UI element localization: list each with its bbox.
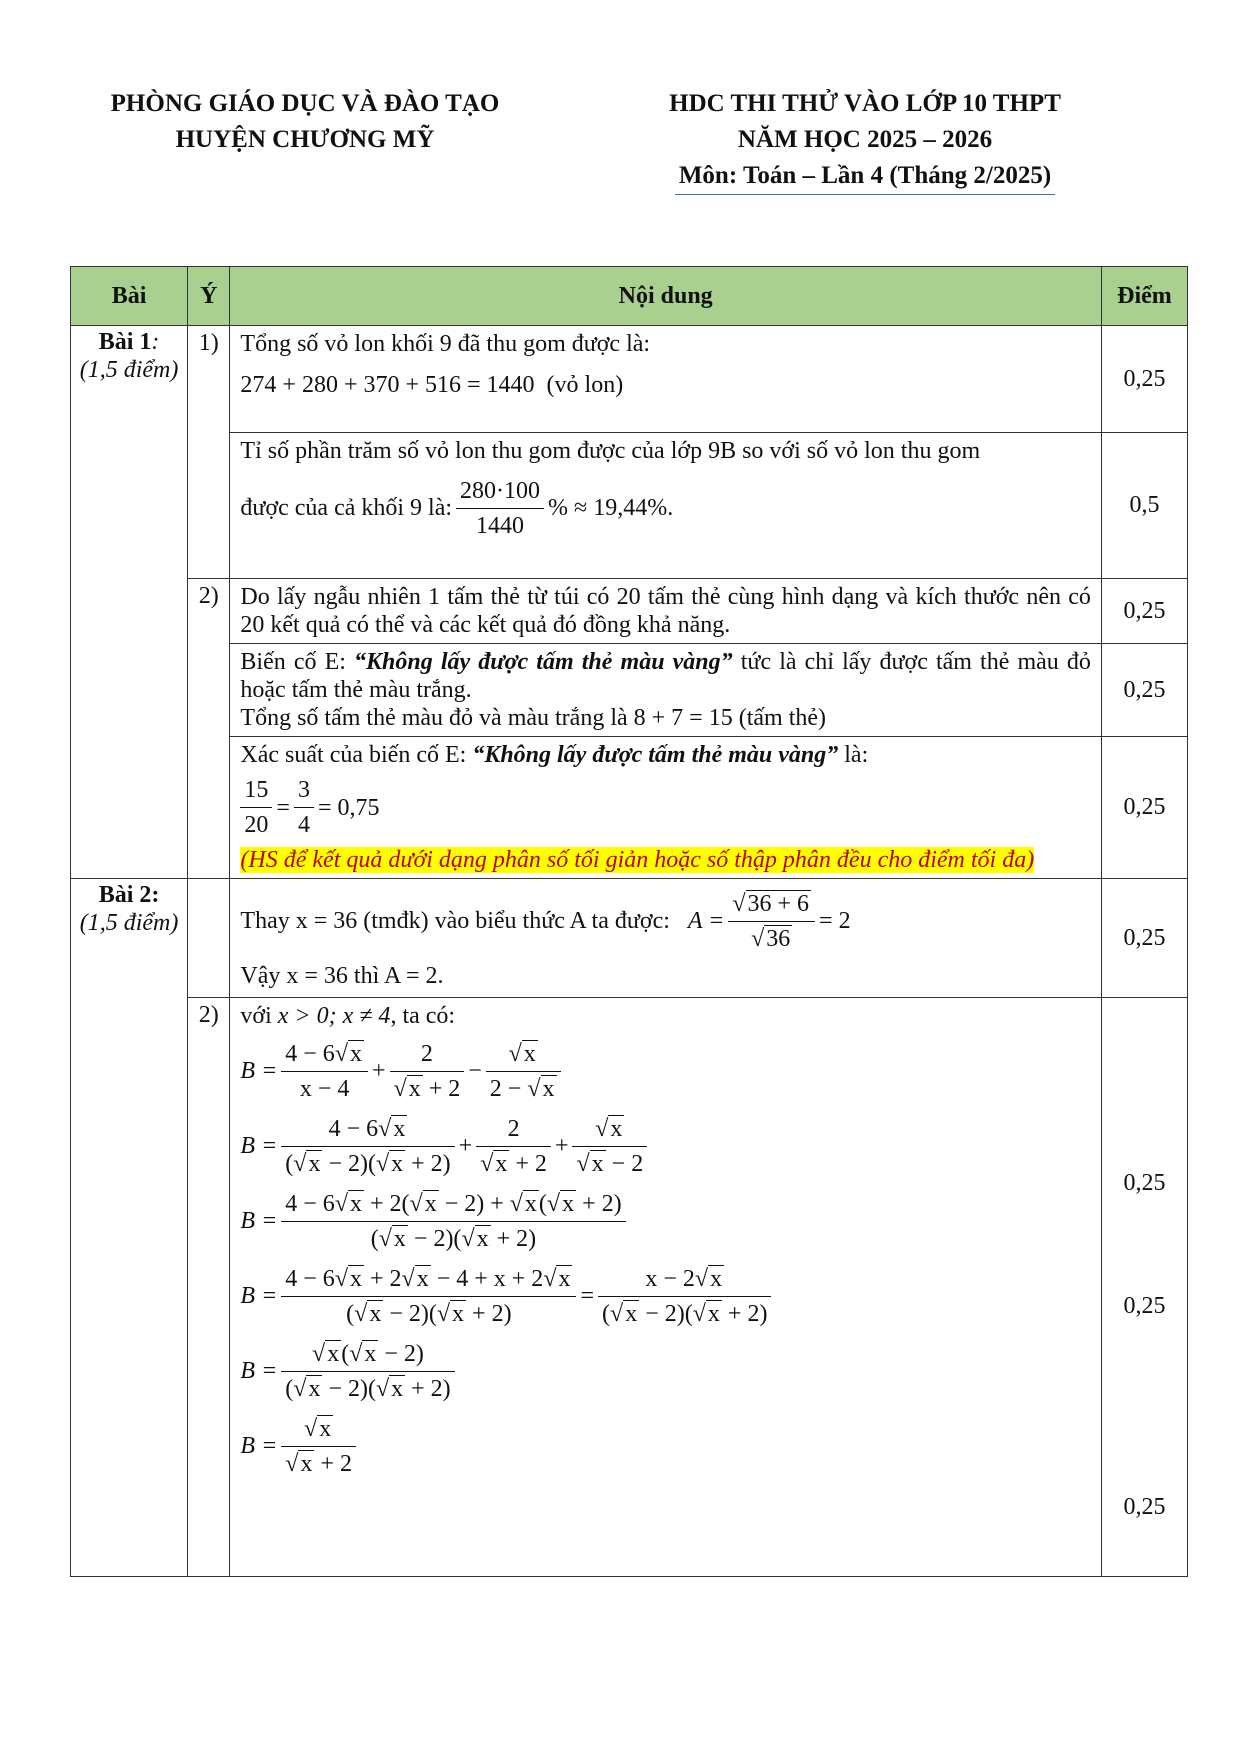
col-header-y: Ý	[188, 267, 230, 326]
step-3: B = $\frac{4 - 6√x + 2(√x - 2) + √x(√x + 2)}{(√x - 2)(√x + 2)}$	[240, 1187, 1091, 1256]
bai2-y2: 2)	[188, 998, 230, 1577]
bai1-r1-unit: (vỏ lon)	[546, 371, 624, 398]
bai2-points: (1,5 điểm)	[79, 910, 179, 936]
bai2-score-a: 0,25	[1123, 1170, 1166, 1196]
table-row	[71, 879, 1188, 998]
col-header-bai: Bài	[71, 267, 188, 326]
bai1-r4-score: 0,25	[1101, 644, 1187, 737]
table-row	[71, 433, 1188, 579]
step-1: B = $\frac{4 - 6√x}{x - 4}$ + $\frac{2}{√x + 2}$ − $\frac{√x}{2 - √x}$	[240, 1037, 1091, 1106]
bai1-y2: 2)	[188, 579, 230, 879]
exam-title: HDC THI THỬ VÀO LỚP 10 THPT	[669, 90, 1061, 117]
table-row	[71, 579, 1188, 644]
table-row	[71, 737, 1188, 879]
district-name: HUYỆN CHƯƠNG MỸ	[175, 126, 435, 153]
bai1-r1-score: 0,25	[1101, 326, 1187, 433]
department-name: PHÒNG GIÁO DỤC VÀ ĐÀO TẠO	[110, 90, 500, 117]
bai1-r2-fraction: $\frac{280\cdot 100}{1440}$	[456, 474, 544, 543]
bai1-y1: 1)	[188, 326, 230, 579]
step-5: B = $\frac{√x(√x - 2)}{(√x - 2)(√x + 2)}$	[240, 1337, 1091, 1406]
answer-key-table	[70, 266, 1188, 1577]
bai1-r2-result: % ≈ 19,44%.	[548, 495, 674, 521]
table-header-row	[71, 267, 1188, 326]
table-row	[71, 644, 1188, 737]
col-header-diem: Điểm	[1101, 267, 1187, 326]
bai2-cell	[71, 879, 188, 1577]
bai2-score-c: 0,25	[1123, 1494, 1166, 1520]
bai2-r1-score: 0,25	[1101, 879, 1187, 998]
bai1-r4-event: “Không lấy được tấm thẻ màu vàng”	[354, 649, 733, 675]
table-row	[71, 998, 1188, 1577]
header-right	[630, 86, 1100, 195]
bai1-r2-text2: được của cả khối 9 là:	[240, 495, 453, 521]
bai1-r2-text1: Tỉ số phần trăm số vỏ lon thu gom được của lớp 9B so với số vỏ lon thu gom	[240, 438, 981, 464]
bai2-score-b: 0,25	[1123, 1293, 1166, 1319]
bai1-title: Bài 1	[98, 329, 152, 355]
bai2-title: Bài 2:	[98, 882, 160, 908]
bai2-r2-content: với x > 0; x ≠ 4, ta có: B = $\frac{4 - 6√x}{x - 4}$ + $\frac{2}{√x + 2}$ − $\frac{√x}{2 - √x}$ B = $\frac{4 - 6√x}{(√x - 2)(√x + 2)}$ + $\frac{2}{√x + 2}$ + $\frac{√x}{√x - 2}$ B = $\frac{4 - 6√x + 2(√x - 2) + √x(√x + 2)}{(√x - 2)(√x + 2)}$ B = $\frac{4 - 6√x + 2√x - 4 + x + 2√x}{(√x - 2)(√x + 2)}$ = $\frac{x - 2√x}{(√x - 2)(√x + 2)}$ B = $\frac{√x(√x - 2)}{(√x - 2)(√x + 2)}$ B = $\frac{√x}{√x + 2}$	[230, 998, 1102, 1577]
bai1-r3-content: Do lấy ngẫu nhiên 1 tấm thẻ từ túi có 20 tấm thẻ cùng hình dạng và kích thước nên có 20 kết quả có thể và các kết quả đó đồng khả năng.	[230, 579, 1102, 644]
subject-line: Môn: Toán – Lần 4 (Tháng 2/2025)	[675, 158, 1055, 195]
bai1-r5-content: Xác suất của biến cố E: “Không lấy được tấm thẻ màu vàng” là: $\frac{15}{20}$ = $\frac{3}{4}$ = 0,75 (HS để kết quả dưới dạng phân số tối giản hoặc số thập phân đều cho điểm tối đa)	[230, 737, 1102, 879]
bai1-r1-content	[230, 326, 1102, 433]
condition: x > 0; x ≠ 4	[277, 1003, 391, 1029]
bai1-r4-content: Biến cố E: “Không lấy được tấm thẻ màu vàng” tức là chỉ lấy được tấm thẻ màu đỏ hoặc tấm thẻ màu trắng. Tổng số tấm thẻ màu đỏ và màu trắng là 8 + 7 = 15 (tấm thẻ)	[230, 644, 1102, 737]
bai2-r1-fraction: $\frac{√36 + 6}{√36}$	[728, 887, 815, 956]
bai2-r2-scores	[1101, 998, 1187, 1577]
step-4: B = $\frac{4 - 6√x + 2√x - 4 + x + 2√x}{(√x - 2)(√x + 2)}$ = $\frac{x - 2√x}{(√x - 2)(√x + 2)}$	[240, 1262, 1091, 1331]
bai1-r1-text: Tổng số vỏ lon khối 9 đã thu gom được là:	[240, 331, 651, 357]
header-left	[70, 86, 540, 158]
bai1-r5-score: 0,25	[1101, 737, 1187, 879]
bai1-r3-score: 0,25	[1101, 579, 1187, 644]
bai1-r5-equation: $\frac{15}{20}$ = $\frac{3}{4}$ = 0,75	[240, 773, 1091, 842]
bai1-r2-content	[230, 433, 1102, 579]
bai2-r1-text: Thay x = 36 (tmđk) vào biểu thức A ta được:	[240, 908, 670, 934]
table-row	[71, 326, 1188, 433]
bai1-r2-score: 0,5	[1101, 433, 1187, 579]
bai1-cell: Bài 1: (1,5 điểm)	[71, 326, 188, 879]
step-6: B = $\frac{√x}{√x + 2}$	[240, 1412, 1091, 1481]
bai1-points: (1,5 điểm)	[79, 357, 179, 383]
step-2: B = $\frac{4 - 6√x}{(√x - 2)(√x + 2)}$ + $\frac{2}{√x + 2}$ + $\frac{√x}{√x - 2}$	[240, 1112, 1091, 1181]
bai2-r1-content: Thay x = 36 (tmđk) vào biểu thức A ta được: A = $\frac{√36 + 6}{√36}$ = 2 Vậy x = 36 thì A = 2.	[230, 879, 1102, 998]
grading-note: (HS để kết quả dưới dạng phân số tối giản hoặc số thập phân đều cho điểm tối đa)	[240, 847, 1035, 873]
bai1-r1-math: 274 + 280 + 370 + 516 = 1440	[240, 371, 535, 398]
bai2-r1-conclusion: Vậy x = 36 thì A = 2.	[240, 963, 444, 989]
school-year: NĂM HỌC 2025 – 2026	[737, 126, 993, 153]
col-header-noidung: Nội dung	[230, 267, 1102, 326]
